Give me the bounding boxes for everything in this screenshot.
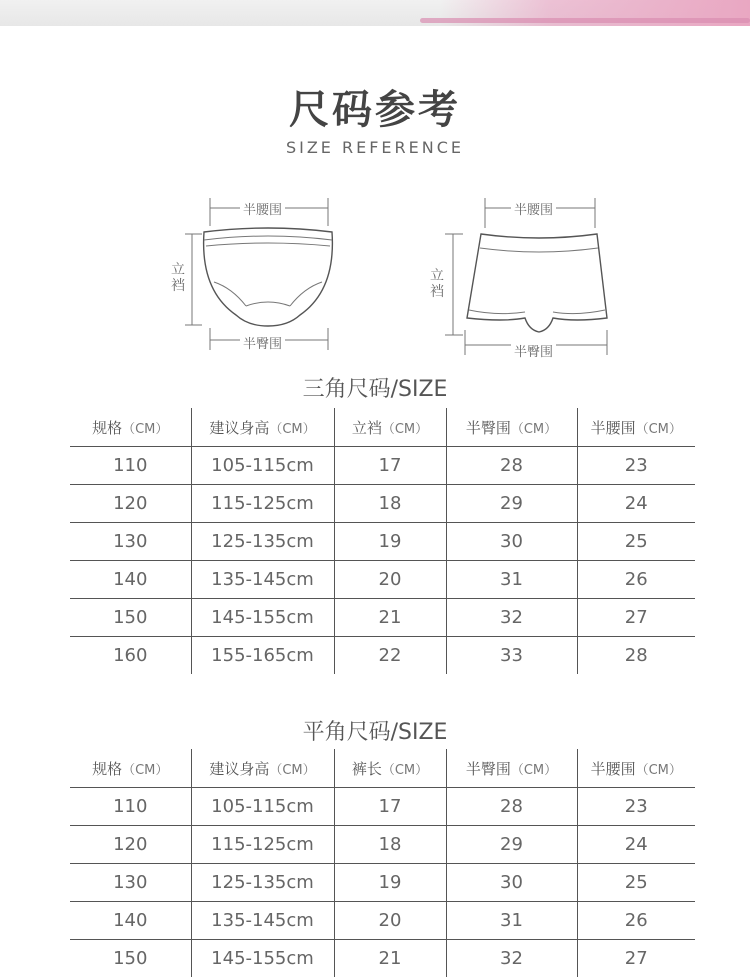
table-row — [70, 902, 695, 940]
cell-hip: 32 — [446, 599, 577, 637]
table-row — [70, 447, 695, 485]
cell-waist: 25 — [577, 864, 695, 902]
header-hip: 半臀围（CM） — [446, 749, 577, 788]
cell-hip: 28 — [446, 788, 577, 826]
cell-hip: 28 — [446, 447, 577, 485]
cell-height: 145-155cm — [191, 599, 334, 637]
cell-hip: 30 — [446, 523, 577, 561]
cell-rise: 22 — [334, 637, 446, 675]
header-size: 规格（CM） — [70, 408, 191, 447]
brief-rise-label: 立裆 — [170, 262, 186, 294]
table-row — [70, 599, 695, 637]
cell-size: 150 — [70, 940, 191, 977]
boxer-size-table — [70, 749, 695, 977]
brief-waist-label: 半腰围 — [240, 199, 285, 218]
cell-hip: 29 — [446, 485, 577, 523]
cell-height: 115-125cm — [191, 485, 334, 523]
cell-hip: 30 — [446, 864, 577, 902]
cell-height: 145-155cm — [191, 940, 334, 977]
brief-hip-label: 半臀围 — [240, 333, 285, 352]
boxer-waist-label: 半腰围 — [511, 199, 556, 218]
cell-rise: 18 — [334, 485, 446, 523]
brief-size-table — [70, 408, 695, 674]
header-waist: 半腰围（CM） — [577, 749, 695, 788]
cell-waist: 26 — [577, 902, 695, 940]
cell-height: 155-165cm — [191, 637, 334, 675]
header-length: 裤长（CM） — [334, 749, 446, 788]
header-hip: 半臀围（CM） — [446, 408, 577, 447]
cell-length: 18 — [334, 826, 446, 864]
cell-size: 150 — [70, 599, 191, 637]
cell-height: 115-125cm — [191, 826, 334, 864]
table-row — [70, 485, 695, 523]
cell-height: 125-135cm — [191, 864, 334, 902]
cell-waist: 24 — [577, 826, 695, 864]
table-row — [70, 864, 695, 902]
cell-hip: 31 — [446, 902, 577, 940]
cell-size: 110 — [70, 788, 191, 826]
cell-rise: 19 — [334, 523, 446, 561]
boxer-hip-label: 半臀围 — [511, 341, 556, 360]
cell-waist: 23 — [577, 447, 695, 485]
cell-length: 17 — [334, 788, 446, 826]
table-row — [70, 788, 695, 826]
table-row — [70, 940, 695, 977]
cell-hip: 31 — [446, 561, 577, 599]
header-waist: 半腰围（CM） — [577, 408, 695, 447]
cell-height: 105-115cm — [191, 788, 334, 826]
cell-size: 120 — [70, 485, 191, 523]
cell-rise: 17 — [334, 447, 446, 485]
header-height: 建议身高（CM） — [191, 749, 334, 788]
brief-size-title: 三角尺码/SIZE — [0, 372, 750, 403]
cell-height: 105-115cm — [191, 447, 334, 485]
cell-hip: 32 — [446, 940, 577, 977]
header-height: 建议身高（CM） — [191, 408, 334, 447]
cell-length: 21 — [334, 940, 446, 977]
cell-height: 135-145cm — [191, 902, 334, 940]
cell-rise: 20 — [334, 561, 446, 599]
cell-size: 110 — [70, 447, 191, 485]
cell-waist: 23 — [577, 788, 695, 826]
cell-waist: 24 — [577, 485, 695, 523]
cell-length: 20 — [334, 902, 446, 940]
top-banner-strip — [0, 0, 750, 26]
cell-length: 19 — [334, 864, 446, 902]
cell-size: 140 — [70, 902, 191, 940]
boxer-size-title: 平角尺码/SIZE — [0, 715, 750, 746]
cell-hip: 29 — [446, 826, 577, 864]
brief-diagram — [160, 190, 360, 355]
cell-waist: 25 — [577, 523, 695, 561]
page-title: 尺码参考 — [0, 78, 750, 135]
table-row — [70, 826, 695, 864]
cell-rise: 21 — [334, 599, 446, 637]
fabric-edge-decoration — [420, 18, 750, 23]
cell-waist: 27 — [577, 940, 695, 977]
cell-size: 130 — [70, 864, 191, 902]
cell-hip: 33 — [446, 637, 577, 675]
cell-height: 135-145cm — [191, 561, 334, 599]
table-header-row — [70, 408, 695, 447]
table-row — [70, 561, 695, 599]
table-row — [70, 523, 695, 561]
header-size: 规格（CM） — [70, 749, 191, 788]
cell-waist: 28 — [577, 637, 695, 675]
table-header-row — [70, 749, 695, 788]
cell-size: 130 — [70, 523, 191, 561]
cell-height: 125-135cm — [191, 523, 334, 561]
header-rise: 立裆（CM） — [334, 408, 446, 447]
cell-size: 140 — [70, 561, 191, 599]
boxer-diagram — [425, 190, 625, 365]
cell-waist: 26 — [577, 561, 695, 599]
table-row — [70, 637, 695, 675]
cell-waist: 27 — [577, 599, 695, 637]
page-subtitle: SIZE REFERENCE — [0, 138, 750, 157]
boxer-rise-label: 立裆 — [429, 268, 445, 300]
cell-size: 120 — [70, 826, 191, 864]
cell-size: 160 — [70, 637, 191, 675]
